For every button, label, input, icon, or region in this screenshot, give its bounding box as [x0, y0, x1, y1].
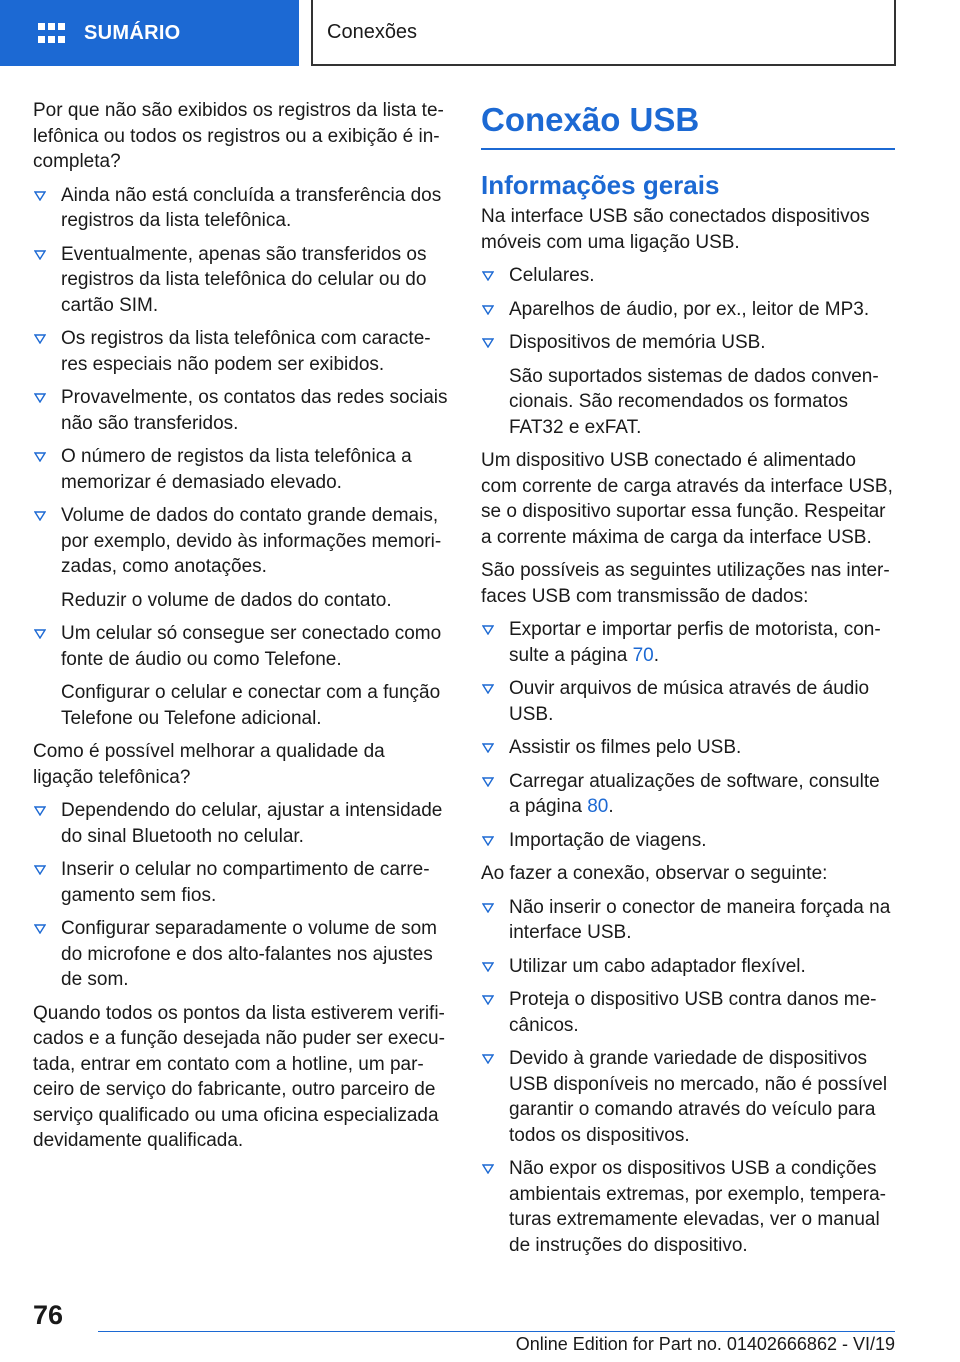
list-item: Inserir o celular no compartimento de carre-gamento sem fios.	[33, 857, 449, 908]
list-item: Volume de dados do contato grande demais, por exemplo, devido às informações memori-zadas, como anotações.	[33, 503, 449, 580]
triangle-bullet-icon	[482, 836, 494, 846]
summary-label: SUMÁRIO	[84, 21, 181, 44]
section-title: Conexão USB	[481, 100, 895, 150]
list-item-subtext: Configurar o celular e conectar com a função Telefone ou Telefone adicional.	[61, 682, 441, 729]
section-label: Conexões	[327, 20, 418, 43]
list-item: Dependendo do celular, ajustar a intensidade do sinal Bluetooth no celular.	[33, 798, 449, 849]
list-item: Exportar e importar perfis de motorista, con-sulte a página 70.	[481, 617, 895, 668]
triangle-bullet-icon	[482, 995, 494, 1005]
section-tab[interactable]	[311, 0, 896, 66]
list-item: Os registros da lista telefônica com caracte-res especiais não podem ser exibidos.	[33, 326, 449, 377]
triangle-bullet-icon	[482, 777, 494, 787]
list-item-subtext: Reduzir o volume de dados do contato.	[61, 589, 392, 611]
triangle-bullet-icon	[34, 334, 46, 344]
triangle-bullet-icon	[482, 338, 494, 348]
list-item: Aparelhos de áudio, por ex., leitor de MP3.	[481, 297, 895, 323]
list-item: Eventualmente, apenas são transferidos os registros da lista telefônica do celular ou do cartão SIM.	[33, 242, 449, 319]
triangle-bullet-icon	[34, 511, 46, 521]
triangle-bullet-icon	[34, 191, 46, 201]
triangle-bullet-icon	[34, 806, 46, 816]
list-item: Importação de viagens.	[481, 828, 895, 854]
page-header	[0, 0, 960, 66]
observe-intro-paragraph: Ao fazer a conexão, observar o seguinte:	[481, 863, 828, 884]
triangle-bullet-icon	[34, 393, 46, 403]
page-link-80[interactable]: 80	[587, 796, 609, 817]
triangle-bullet-icon	[482, 903, 494, 913]
list-item: Configurar separadamente o volume de som do microfone e dos alto-falantes nos ajustes de som.	[33, 916, 449, 993]
summary-button[interactable]	[0, 0, 299, 66]
triangle-bullet-icon	[482, 1054, 494, 1064]
triangle-bullet-icon	[34, 452, 46, 462]
triangle-bullet-icon	[34, 629, 46, 639]
list-item: Utilizar um cabo adaptador flexível.	[481, 954, 895, 980]
triangle-bullet-icon	[34, 924, 46, 934]
list-item: Assistir os filmes pelo USB.	[481, 735, 895, 761]
list-item: Não expor os dispositivos USB a condições ambientais extremas, por exemplo, tempera-turas extremamente elevadas, ver o manual de instruções do dispositivo.	[481, 1156, 895, 1258]
list-item: Dispositivos de memória USB.	[481, 330, 895, 356]
list-item: Um celular só consegue ser conectado como fonte de áudio ou como Telefone.	[33, 621, 449, 672]
closing-paragraph: Quando todos os pontos da lista estiverem verifi-cados e a função desejada não puder ser execu-tada, entrar em contato com a hotline, um par-ceiro de serviço do fabricante, outro parceiro de serviço qualificado ou uma oficina especializada devidamente qualificada.	[33, 1002, 445, 1151]
power-paragraph: Um dispositivo USB conectado é alimentado com corrente de carga através da interface USB, se o dispositivo suportar essa função. Respeitar a corrente máxima de carga da interface USB.	[481, 450, 893, 548]
page-link-70[interactable]: 70	[632, 644, 654, 666]
question-paragraph: Como é possível melhorar a qualidade da ligação telefônica?	[33, 741, 385, 788]
footer-divider	[98, 1331, 895, 1332]
triangle-bullet-icon	[482, 271, 494, 281]
list-item: Proteja o dispositivo USB contra danos me-cânicos.	[481, 987, 895, 1038]
triangle-bullet-icon	[482, 1164, 494, 1174]
triangle-bullet-icon	[34, 250, 46, 260]
triangle-bullet-icon	[482, 684, 494, 694]
list-item: Celulares.	[481, 263, 895, 289]
triangle-bullet-icon	[34, 865, 46, 875]
left-column	[33, 98, 449, 1162]
list-item: O número de registos da lista telefônica a memorizar é demasiado elevado.	[33, 444, 449, 495]
list-item: Ouvir arquivos de música através de áudio USB.	[481, 676, 895, 727]
intro-paragraph: Na interface USB são conectados dispositivos móveis com uma ligação USB.	[481, 206, 870, 253]
list-item: Ainda não está concluída a transferência dos registros da lista telefônica.	[33, 183, 449, 234]
grid-menu-icon	[38, 21, 66, 45]
triangle-bullet-icon	[482, 962, 494, 972]
triangle-bullet-icon	[482, 743, 494, 753]
list-item: Carregar atualizações de software, consulte a página 80.	[481, 769, 895, 820]
footer-edition: Online Edition for Part no. 01402666862 - VI/19	[515, 1334, 895, 1354]
triangle-bullet-icon	[482, 625, 494, 635]
right-column	[481, 100, 895, 1266]
uses-intro-paragraph: São possíveis as seguintes utilizações nas inter-faces USB com transmissão de dados:	[481, 560, 890, 607]
list-item-subtext: São suportados sistemas de dados conven-cionais. São recomendados os formatos FAT32 e exFAT.	[509, 365, 879, 438]
triangle-bullet-icon	[482, 305, 494, 315]
list-item: Não inserir o conector de maneira forçada na interface USB.	[481, 895, 895, 946]
page-number: 76	[33, 1300, 64, 1330]
question-paragraph: Por que não são exibidos os registros da lista te-lefônica ou todos os registros ou a exibição é in-completa?	[33, 100, 444, 172]
list-item: Devido à grande variedade de dispositivos USB disponíveis no mercado, não é possível garantir o comando através do veículo para todos os dispositivos.	[481, 1046, 895, 1148]
subsection-title: Informações gerais	[481, 170, 720, 200]
list-item: Provavelmente, os contatos das redes sociais não são transferidos.	[33, 385, 449, 436]
